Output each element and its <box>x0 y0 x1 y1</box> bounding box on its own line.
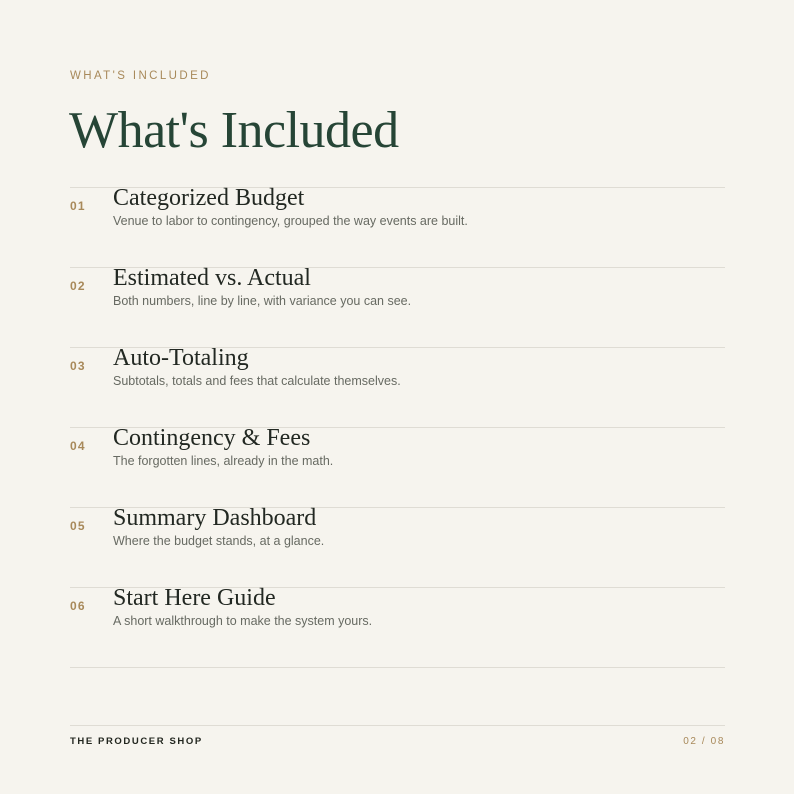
page-footer <box>70 725 725 756</box>
item-description: Venue to labor to contingency, grouped the way events are built. <box>113 214 468 228</box>
item-number: 05 <box>70 519 86 533</box>
item-number: 02 <box>70 279 86 293</box>
item-title: Auto-Totaling <box>113 345 249 371</box>
feature-list <box>70 187 725 668</box>
item-title: Contingency & Fees <box>113 425 311 451</box>
list-item <box>70 427 725 507</box>
item-title: Categorized Budget <box>113 185 305 211</box>
eyebrow-label: WHAT'S INCLUDED <box>70 70 211 82</box>
item-number: 03 <box>70 359 86 373</box>
item-title: Summary Dashboard <box>113 505 317 531</box>
brand-name: THE PRODUCER SHOP <box>70 736 203 747</box>
item-number: 01 <box>70 199 86 213</box>
item-description: A short walkthrough to make the system yours. <box>113 614 373 628</box>
item-description: Subtotals, totals and fees that calculate themselves. <box>113 374 401 388</box>
item-title: Start Here Guide <box>113 585 276 611</box>
list-item <box>70 347 725 427</box>
list-item <box>70 187 725 267</box>
item-description: The forgotten lines, already in the math. <box>113 454 334 468</box>
item-title: Estimated vs. Actual <box>113 265 311 291</box>
page-indicator: 02 / 08 <box>683 736 725 747</box>
item-number: 04 <box>70 439 86 453</box>
page-title: What's Included <box>69 102 399 159</box>
list-item <box>70 587 725 668</box>
list-item <box>70 507 725 587</box>
item-description: Where the budget stands, at a glance. <box>113 534 325 548</box>
item-description: Both numbers, line by line, with variance you can see. <box>113 294 412 308</box>
item-number: 06 <box>70 599 86 613</box>
list-item <box>70 267 725 347</box>
